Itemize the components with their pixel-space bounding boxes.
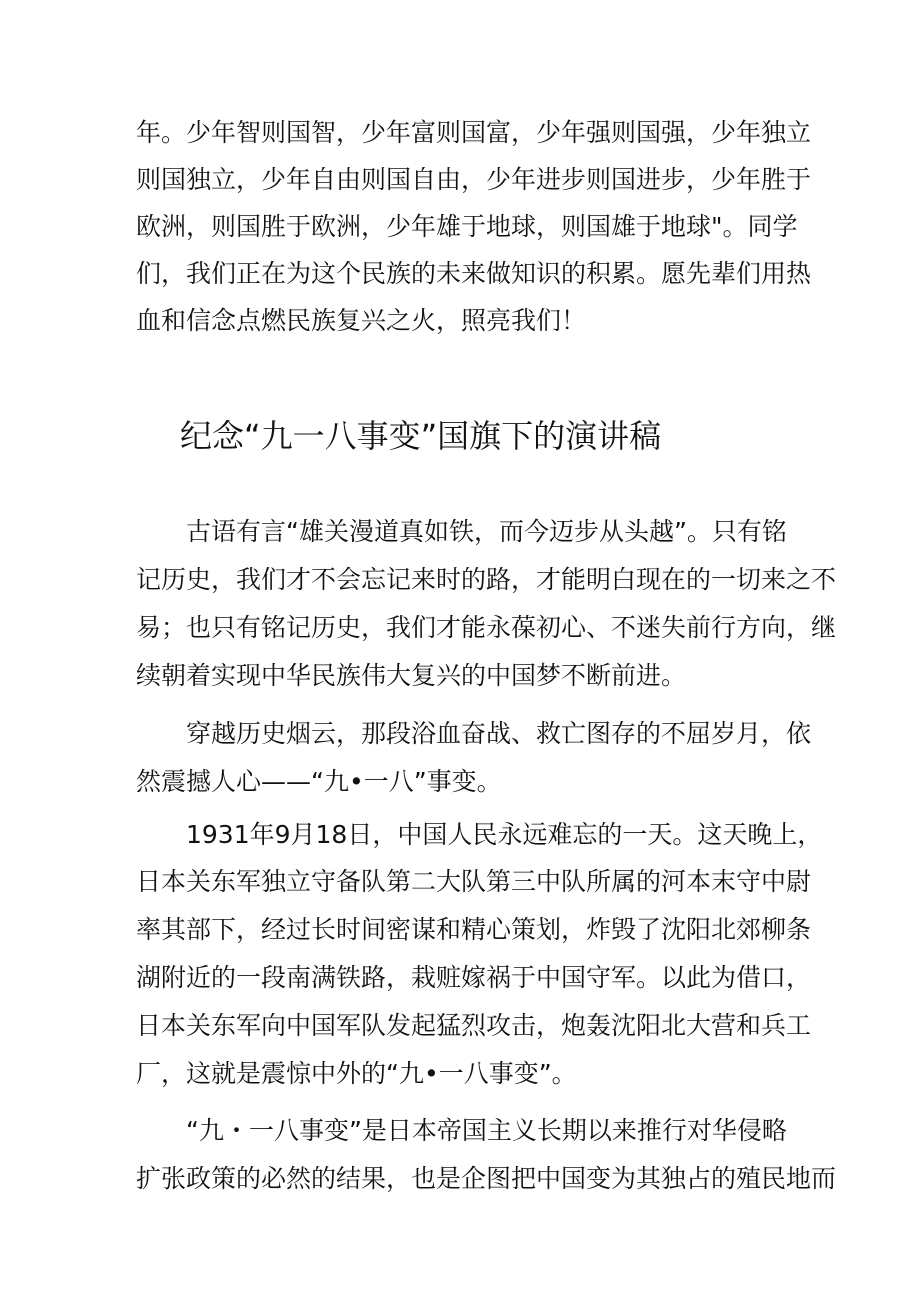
paragraph-line: 湖附近的一段南满铁路，栽赃嫁祸于中国守军。以此为借口， <box>136 963 812 992</box>
paragraph-line: 续朝着实现中华民族伟大复兴的中国梦不断前进。 <box>136 661 687 690</box>
intro-line: 年。少年智则国智，少年富则国富，少年强则国强，少年独立 <box>136 118 812 147</box>
intro-line: 欧洲，则国胜于欧洲，少年雄于地球，则国雄于地球"。同学 <box>136 212 798 241</box>
paragraph-line: 厂，这就是震惊中外的“九•一八事变”。 <box>136 1059 577 1088</box>
paragraph-line: 古语有言“雄关漫道真如铁，而今迈步从头越”。只有铭 <box>186 517 787 546</box>
page-title: 纪念“九一八事变”国旗下的演讲稿 <box>180 417 662 455</box>
paragraph-line: “九・一八事变”是日本帝国主义长期以来推行对华侵略 <box>186 1116 787 1145</box>
paragraph-line: 日本关东军向中国军队发起猛烈攻击，炮轰沈阳北大营和兵工 <box>136 1011 812 1040</box>
paragraph-line: 易；也只有铭记历史，我们才能永葆初心、不迷失前行方向，继 <box>136 613 837 642</box>
intro-line: 血和信念点燃民族复兴之火，照亮我们！ <box>136 306 587 335</box>
paragraph-line: 然震撼人心——“九•一八”事变。 <box>136 767 502 796</box>
paragraph-line: 1931年9月18日，中国人民永远难忘的一天。这天晚上， <box>186 820 823 849</box>
paragraph-line: 穿越历史烟云，那段浴血奋战、救亡图存的不屈岁月，依 <box>186 719 812 748</box>
paragraph-line: 扩张政策的必然的结果，也是企图把中国变为其独占的殖民地而 <box>136 1164 837 1193</box>
paragraph-line: 日本关东军独立守备队第二大队第三中队所属的河本末守中尉 <box>136 867 812 896</box>
paragraph-line: 记历史，我们才不会忘记来时的路，才能明白现在的一切来之不 <box>136 565 837 594</box>
intro-line: 们，我们正在为这个民族的未来做知识的积累。愿先辈们用热 <box>136 259 812 288</box>
paragraph-line: 率其部下，经过长时间密谋和精心策划，炸毁了沈阳北郊柳条 <box>136 915 812 944</box>
intro-line: 则国独立，少年自由则国自由，少年进步则国进步，少年胜于 <box>136 165 812 194</box>
